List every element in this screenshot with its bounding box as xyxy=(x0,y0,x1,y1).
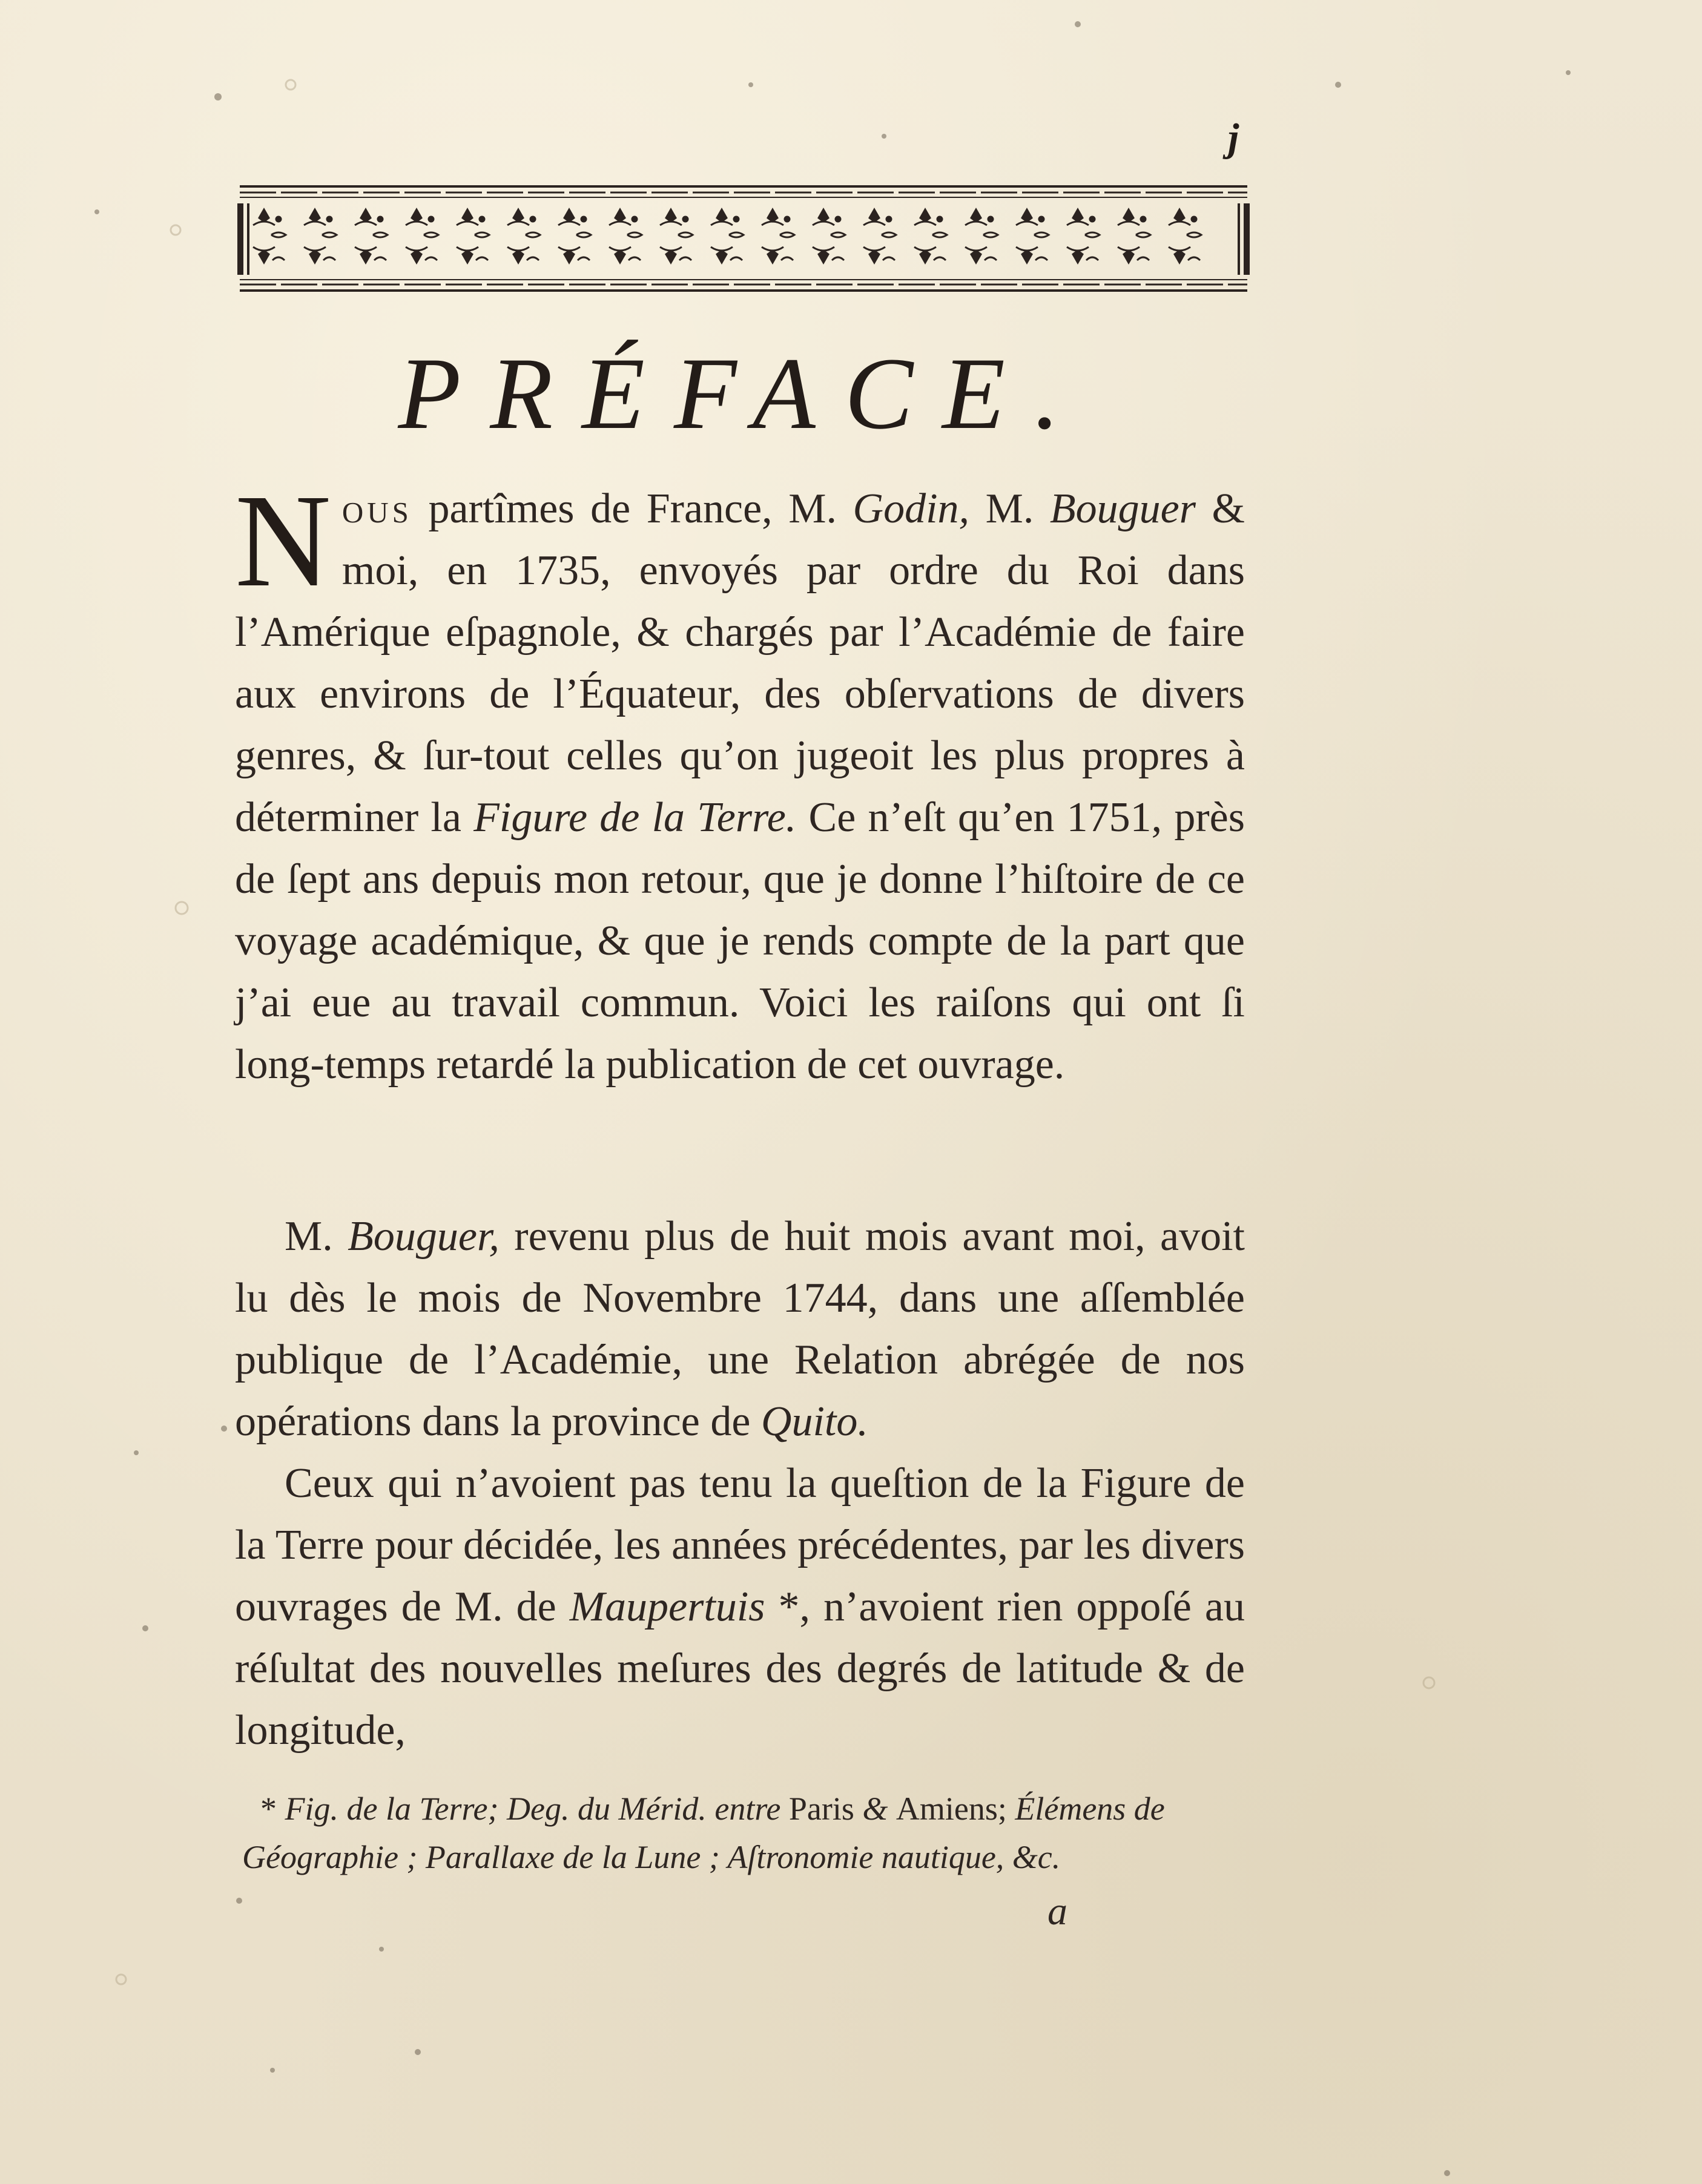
paragraph-text: M. xyxy=(969,485,1050,532)
paragraph-1 xyxy=(235,467,1245,1096)
name-bouguer: Bouguer, xyxy=(348,1213,500,1260)
footnote-text: & xyxy=(854,1791,896,1827)
paragraph-text: *, n’avoient rien oppoſé au réſultat des nouvelles meſures des degrés de latitude & de longitude, xyxy=(235,1584,1245,1754)
name-bouguer: Bouguer xyxy=(1049,485,1196,532)
footnote-mark: * xyxy=(260,1791,285,1827)
figure-de-la-terre: Figure de la Terre. xyxy=(473,794,797,841)
paragraph-text: M. xyxy=(285,1213,348,1260)
paragraph-text: revenu plus de huit mois avant moi, avoit lu dès le mois de Novembre 1744, dans une aſſemblée publique de l’Académie, une Relation abrégée de nos opérations dans la province de xyxy=(235,1213,1245,1445)
ornamental-headpiece xyxy=(235,182,1252,295)
drop-cap: N xyxy=(235,467,331,614)
footnote-place-paris: Paris xyxy=(788,1791,854,1827)
name-maupertuis: Maupertuis xyxy=(569,1584,765,1630)
signature-mark: a xyxy=(1047,1889,1067,1933)
lead-small-caps: ous xyxy=(341,485,412,532)
place-quito: Quito. xyxy=(760,1398,868,1445)
paragraph-3 xyxy=(235,1453,1245,1761)
footnote-place-amiens: Amiens; xyxy=(896,1791,1007,1827)
page-title: PRÉFACE. xyxy=(398,337,1089,450)
paragraph-text: & moi, en 1735, envoyés par ordre du Roi dans l’Amérique eſpagnole, & chargés par l’Académie de faire aux environs de l’Équateur, des obſervations de divers genres, & ſur-tout celles qu’on jugeoit les plus propres à déterminer la xyxy=(235,485,1245,841)
paragraph-2 xyxy=(235,1206,1245,1453)
page-number: j xyxy=(1228,116,1239,160)
footnote-text: Fig. de la Terre; Deg. du Mérid. entre xyxy=(285,1791,789,1827)
paragraph-text: partîmes de France, M. xyxy=(412,485,853,532)
name-godin: Godin, xyxy=(853,485,970,532)
footnote xyxy=(242,1784,1240,1881)
paragraph-text: Ceux qui n’avoient pas tenu la queſtion de la Figure de la Terre pour décidée, les années précédentes, par les divers ouvrages de M. de xyxy=(235,1460,1245,1630)
footnote-text: Élémens de Géographie ; Parallaxe de la Lune ; Aſtronomie nautique, &c. xyxy=(242,1791,1165,1875)
paragraph-text: Ce n’eſt qu’en 1751, près de ſept ans depuis mon retour, que je donne l’hiſtoire de ce voyage académique, & que je rends compte de la part que j’ai eue au travail commun. Voici les raiſons qui ont ſi long-temps retardé la publication de cet ouvrage. xyxy=(235,794,1245,1088)
